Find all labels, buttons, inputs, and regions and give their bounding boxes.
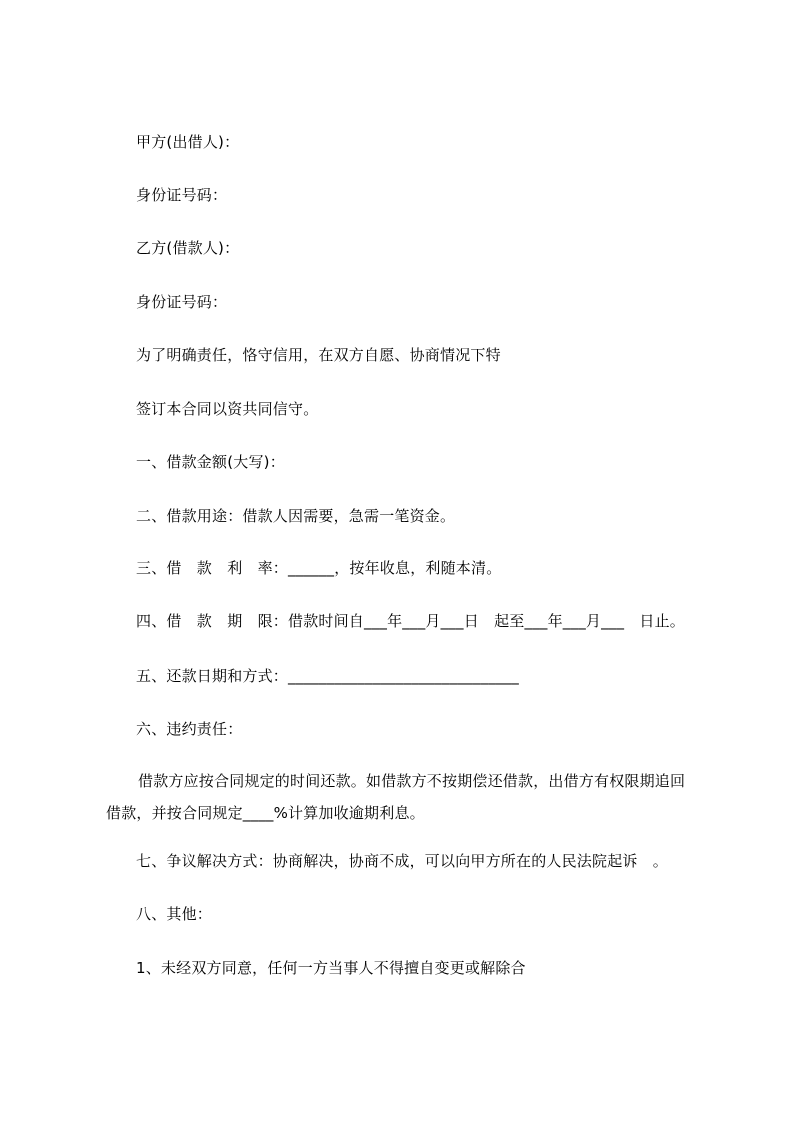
clause-other-item-1: 1、未经双方同意，任何一方当事人不得擅自变更或解除合 (136, 959, 526, 977)
clause-liability-body: 借款方应按合同规定的时间还款。如借款方不按期偿还借款，出借方有权限期追回借款，并按合同规定____%计算加收逾期利息。 (106, 772, 686, 822)
clause-loan-purpose: 二、借款用途：借款人因需要，急需一笔资金。 (136, 507, 456, 525)
party-b-id-label: 身份证号码： (136, 293, 228, 311)
clause-liability-heading: 六、违约责任： (136, 720, 243, 738)
clause-repayment: 五、还款日期和方式：______________________________ (136, 667, 520, 685)
clause-dispute: 七、争议解决方式：协商解决，协商不成，可以向甲方所在的人民法院起诉 。 (136, 852, 669, 870)
party-a-label: 甲方(出借人)： (136, 133, 240, 151)
preamble-line-1: 为了明确责任，恪守信用，在双方自愿、协商情况下特 (136, 346, 501, 364)
clause-loan-term: 四、借 款 期 限：借款时间自___年___月___日 起至___年___月___ 日止。 (136, 612, 686, 630)
clause-loan-amount: 一、借款金额(大写)： (136, 453, 285, 471)
party-a-id-label: 身份证号码： (136, 186, 228, 204)
preamble-line-2: 签订本合同以资共同信守。 (136, 400, 319, 418)
party-b-label: 乙方(借款人)： (136, 239, 240, 257)
clause-other-heading: 八、其他： (136, 905, 213, 923)
clause-interest-rate: 三、借 款 利 率：______，按年收息，利随本清。 (136, 559, 502, 577)
